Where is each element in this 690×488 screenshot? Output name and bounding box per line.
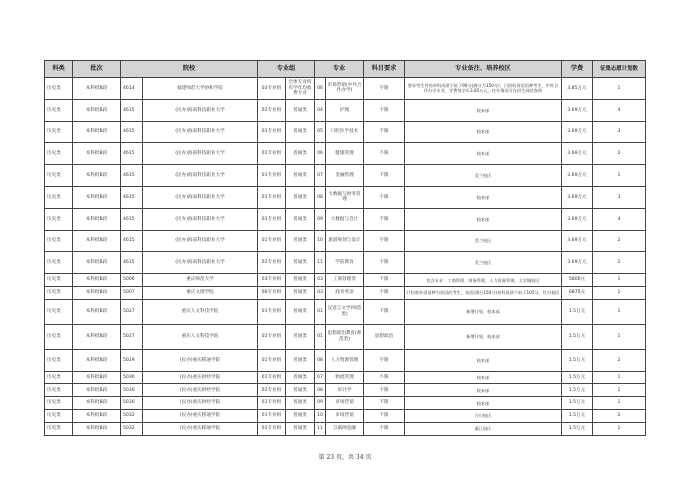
cell-group: 01专业组 [258, 371, 286, 384]
cell-college-code: 4615 [121, 252, 143, 274]
cell-group-note: 普通类 [286, 349, 315, 371]
cell-college-code: 5030 [121, 371, 143, 384]
cell-tuition: 1.5万元 [562, 324, 593, 349]
table-row [45, 299, 646, 324]
page-footer: 第 23 页，共 34 页 [318, 454, 372, 461]
cell-requirement: 不限 [364, 208, 405, 230]
cell-group: 01专业组 [258, 299, 286, 324]
cell-plan: 4 [593, 99, 646, 121]
cell-batch: 本科批B段 [73, 409, 121, 422]
cell-college-code: 5030 [121, 397, 143, 410]
cell-requirement: 不限 [364, 349, 405, 371]
table-row [45, 78, 646, 100]
cell-plan: 3 [593, 186, 646, 208]
cell-college-code: 5029 [121, 349, 143, 371]
cell-major: 市场营销 [326, 409, 364, 422]
cell-requirement: 不限 [364, 230, 405, 252]
cell-major: 市场营销 [326, 397, 364, 410]
cell-subject: 历史类 [45, 371, 73, 384]
cell-college: (民办)海南科技职业大学 [143, 121, 258, 143]
cell-college: (民办)重庆财经学院 [143, 397, 258, 410]
cell-major-no: 09 [315, 397, 326, 410]
cell-major-no: 08 [315, 186, 326, 208]
cell-remark: 合川校区 [405, 409, 562, 422]
cell-group-note: 普通类 [286, 422, 315, 435]
cell-group: 01专业组 [258, 384, 286, 397]
cell-group: 01专业组 [258, 349, 286, 371]
cell-batch: 本科批B段 [73, 299, 121, 324]
header-batch: 批次 [73, 61, 121, 78]
cell-subject: 历史类 [45, 397, 73, 410]
cell-college: (民办)海南科技职业大学 [143, 252, 258, 274]
cell-major-no: 11 [315, 252, 326, 274]
cell-group-note: 普通类 [286, 324, 315, 349]
cell-batch: 本科批B段 [73, 121, 121, 143]
table-row [45, 397, 646, 410]
cell-college: (民办)重庆移通学院 [143, 422, 258, 435]
cell-remark: 包含专业：工商管理、财务管理、人力资源管理，大学城校区 [405, 274, 562, 287]
cell-tuition: 1.5万元 [562, 397, 593, 410]
cell-batch: 本科批B段 [73, 349, 121, 371]
cell-group: 01专业组 [258, 165, 286, 187]
enrollment-table [44, 60, 646, 436]
cell-college: (民办)重庆财经学院 [143, 384, 258, 397]
cell-college-code: 5006 [121, 274, 143, 287]
cell-batch: 本科批B段 [73, 186, 121, 208]
cell-group: 01专业组 [258, 121, 286, 143]
header-remark: 专业备注、培养校区 [405, 61, 562, 78]
cell-subject: 历史类 [45, 99, 73, 121]
cell-group-note: 普通类 [286, 252, 315, 274]
cell-college-code: 5032 [121, 422, 143, 435]
cell-major-no: 05 [315, 121, 326, 143]
cell-tuition: 1.5万元 [562, 299, 593, 324]
cell-major-no: 08 [315, 384, 326, 397]
cell-major: 工商管理类 [326, 274, 364, 287]
table-row [45, 349, 646, 371]
cell-college: 重庆文理学院 [143, 286, 258, 299]
cell-college-code: 5007 [121, 286, 143, 299]
cell-plan: 1 [593, 397, 646, 410]
cell-plan: 1 [593, 286, 646, 299]
cell-subject: 历史类 [45, 286, 73, 299]
cell-subject: 历史类 [45, 121, 73, 143]
cell-tuition: 1.5万元 [562, 371, 593, 384]
cell-tuition: 1.5万元 [562, 349, 593, 371]
cell-subject: 历史类 [45, 349, 73, 371]
cell-college-code: 5027 [121, 324, 143, 349]
cell-major-no: 06 [315, 143, 326, 165]
cell-major-no: 10 [315, 409, 326, 422]
cell-major: 互联网金融 [326, 422, 364, 435]
header-major: 专业 [315, 61, 364, 78]
cell-plan: 1 [593, 324, 646, 349]
cell-tuition: 3.69万元 [562, 143, 593, 165]
cell-college-code: 4614 [121, 78, 143, 100]
cell-group-note: 普通类 [286, 384, 315, 397]
cell-major: 口腔医学技术 [326, 121, 364, 143]
cell-remark: 綦江校区 [405, 422, 562, 435]
cell-college-code: 4615 [121, 165, 143, 187]
cell-group-note: 普通类 [286, 99, 315, 121]
cell-subject: 历史类 [45, 252, 73, 274]
cell-subject: 历史类 [45, 165, 73, 187]
cell-major-no: 03 [315, 274, 326, 287]
header-college: 院校 [121, 61, 258, 78]
cell-group: 01专业组 [258, 409, 286, 422]
cell-group-note: 普通类 [286, 274, 315, 287]
table-row [45, 384, 646, 397]
cell-plan: 1 [593, 78, 646, 100]
cell-batch: 本科批B段 [73, 371, 121, 384]
cell-remark: 美兰校区 [405, 165, 562, 187]
header-requirement: 科目要求 [364, 61, 405, 78]
cell-major: 市场营销(中外合作办学) [326, 78, 364, 100]
cell-subject: 历史类 [45, 299, 73, 324]
cell-subject: 历史类 [45, 324, 73, 349]
header-plan: 征集志愿计划数 [593, 61, 646, 78]
cell-subject: 历史类 [45, 422, 73, 435]
table-row [45, 422, 646, 435]
cell-group: 01专业组 [258, 99, 286, 121]
cell-group-note: 普通类 [286, 299, 315, 324]
cell-plan: 2 [593, 409, 646, 422]
cell-batch: 本科批B段 [73, 78, 121, 100]
table-row [45, 165, 646, 187]
cell-college: (民办)海南科技职业大学 [143, 208, 258, 230]
cell-college: (民办)海南科技职业大学 [143, 186, 258, 208]
cell-group: 01专业组 [258, 186, 286, 208]
cell-subject: 历史类 [45, 78, 73, 100]
cell-requirement: 不限 [364, 252, 405, 274]
cell-plan: 1 [593, 274, 646, 287]
cell-remark: 新增计划，校本部 [405, 324, 562, 349]
cell-requirement: 不限 [364, 165, 405, 187]
cell-group: 01专业组 [258, 252, 286, 274]
cell-batch: 本科批B段 [73, 230, 121, 252]
cell-major: 金融管理 [326, 165, 364, 187]
cell-major-no: 06 [315, 78, 326, 100]
cell-college-code: 4615 [121, 186, 143, 208]
table-row [45, 324, 646, 349]
cell-plan: 3 [593, 121, 646, 143]
cell-college: (民办)海南科技职业大学 [143, 143, 258, 165]
cell-requirement: 不限 [364, 143, 405, 165]
cell-college: (民办)海南科技职业大学 [143, 230, 258, 252]
cell-batch: 本科批B段 [73, 208, 121, 230]
cell-batch: 本科批B段 [73, 165, 121, 187]
cell-college-code: 4615 [121, 230, 143, 252]
cell-major-no: 11 [315, 422, 326, 435]
cell-group: 01专业组 [258, 208, 286, 230]
cell-major: 学前教育 [326, 252, 364, 274]
cell-batch: 本科批B段 [73, 384, 121, 397]
cell-group-note: 全体专业所有学年均收费专业 [286, 78, 315, 100]
cell-tuition: 1.5万元 [562, 384, 593, 397]
cell-group-note: 普通类 [286, 186, 315, 208]
cell-group: 02专业组 [258, 324, 286, 349]
cell-tuition: 3.69万元 [562, 165, 593, 187]
cell-subject: 历史类 [45, 208, 73, 230]
cell-group: 01专业组 [258, 230, 286, 252]
cell-plan: 1 [593, 299, 646, 324]
cell-college: (民办)重庆移通学院 [143, 349, 258, 371]
cell-group-note: 普通类 [286, 208, 315, 230]
cell-plan: 1 [593, 165, 646, 187]
cell-remark: 校本部 [405, 121, 562, 143]
table-body [45, 78, 646, 436]
cell-college-code: 4615 [121, 143, 143, 165]
cell-remark: 只招收外语语种为英语的考生，英语(满分150分)单科成绩不低于105分，红河校区 [405, 286, 562, 299]
cell-college: 福建师范大学协和学院 [143, 78, 258, 100]
cell-plan: 2 [593, 143, 646, 165]
cell-requirement: 不限 [364, 286, 405, 299]
cell-college-code: 4615 [121, 208, 143, 230]
cell-requirement: 不限 [364, 274, 405, 287]
table-row [45, 252, 646, 274]
cell-major-no: 01 [315, 299, 326, 324]
cell-group-note: 普通类 [286, 397, 315, 410]
cell-college-code: 5032 [121, 409, 143, 422]
table-row [45, 230, 646, 252]
cell-requirement: 不限 [364, 299, 405, 324]
cell-group-note: 普通类 [286, 121, 315, 143]
cell-tuition: 3.85万元 [562, 78, 593, 100]
cell-tuition: 3.69万元 [562, 99, 593, 121]
table-row [45, 208, 646, 230]
cell-remark: 校本部 [405, 186, 562, 208]
cell-major: 审计学 [326, 384, 364, 397]
cell-tuition: 1.5万元 [562, 422, 593, 435]
cell-plan: 2 [593, 252, 646, 274]
header-tuition: 学费 [562, 61, 593, 78]
cell-remark: 校本部 [405, 397, 562, 410]
cell-remark: 新增计划，校本部 [405, 299, 562, 324]
cell-requirement: 不限 [364, 99, 405, 121]
cell-college: 重庆人文科技学院 [143, 299, 258, 324]
cell-tuition: 5800元 [562, 274, 593, 287]
cell-major: 人力资源管理 [326, 349, 364, 371]
cell-group-note: 普通类 [286, 371, 315, 384]
cell-tuition: 3.69万元 [562, 186, 593, 208]
cell-subject: 历史类 [45, 230, 73, 252]
cell-major-no: 07 [315, 371, 326, 384]
cell-major-no: 07 [315, 165, 326, 187]
cell-major-no: 09 [315, 208, 326, 230]
cell-major: 思想政治教育(师范类) [326, 324, 364, 349]
cell-requirement: 不限 [364, 384, 405, 397]
table-row [45, 286, 646, 299]
cell-subject: 历史类 [45, 409, 73, 422]
cell-major: 健康管理 [326, 143, 364, 165]
cell-remark: 校本部 [405, 143, 562, 165]
cell-plan: 2 [593, 230, 646, 252]
cell-subject: 历史类 [45, 274, 73, 287]
cell-remark: 美兰校区 [405, 230, 562, 252]
cell-group: 03专业组 [258, 78, 286, 100]
cell-group-note: 普通类 [286, 286, 315, 299]
cell-tuition: 3.69万元 [562, 208, 593, 230]
cell-subject: 历史类 [45, 186, 73, 208]
cell-tuition: 3.69万元 [562, 121, 593, 143]
cell-major-no: 10 [315, 230, 326, 252]
cell-college: (民办)海南科技职业大学 [143, 99, 258, 121]
cell-requirement: 不限 [364, 78, 405, 100]
cell-major: 大数据与财务管理 [326, 186, 364, 208]
cell-remark: 校本部 [405, 371, 562, 384]
cell-major-no: 01 [315, 324, 326, 349]
cell-major: 物流管理 [326, 371, 364, 384]
cell-requirement: 不限 [364, 186, 405, 208]
header-subject: 科类 [45, 61, 73, 78]
cell-major: 汉语言文学(师范类) [326, 299, 364, 324]
cell-college-code: 4615 [121, 121, 143, 143]
header-group: 专业组 [258, 61, 315, 78]
cell-batch: 本科批B段 [73, 143, 121, 165]
cell-group-note: 普通类 [286, 230, 315, 252]
table-row [45, 99, 646, 121]
cell-group: 01专业组 [258, 397, 286, 410]
cell-batch: 本科批B段 [73, 397, 121, 410]
cell-remark: 校本部 [405, 384, 562, 397]
cell-remark: 美兰校区 [405, 252, 562, 274]
cell-group-note: 普通类 [286, 409, 315, 422]
cell-requirement: 不限 [364, 121, 405, 143]
cell-group: 06专业组 [258, 286, 286, 299]
cell-requirement: 不限 [364, 409, 405, 422]
cell-major: 大数据与会计 [326, 208, 364, 230]
table-row [45, 121, 646, 143]
cell-tuition: 3.69万元 [562, 230, 593, 252]
cell-batch: 本科批B段 [73, 324, 121, 349]
cell-remark: 校本部 [405, 99, 562, 121]
cell-plan: 4 [593, 208, 646, 230]
cell-requirement: 思想政治 [364, 324, 405, 349]
cell-college: (民办)重庆财经学院 [143, 371, 258, 384]
cell-requirement: 不限 [364, 397, 405, 410]
cell-plan: 1 [593, 371, 646, 384]
table-row [45, 371, 646, 384]
cell-plan: 1 [593, 384, 646, 397]
cell-requirement: 不限 [364, 422, 405, 435]
cell-tuition: 1.5万元 [562, 409, 593, 422]
cell-plan: 1 [593, 422, 646, 435]
cell-college: 重庆师范大学 [143, 274, 258, 287]
cell-plan: 2 [593, 349, 646, 371]
cell-college-code: 4615 [121, 99, 143, 121]
cell-major-no: 08 [315, 349, 326, 371]
table-row [45, 409, 646, 422]
cell-group: 01专业组 [258, 143, 286, 165]
cell-college: (民办)重庆移通学院 [143, 409, 258, 422]
cell-subject: 历史类 [45, 143, 73, 165]
cell-group-note: 普通类 [286, 143, 315, 165]
cell-batch: 本科批B段 [73, 422, 121, 435]
cell-requirement: 不限 [364, 371, 405, 384]
cell-batch: 本科批B段 [73, 252, 121, 274]
table-row [45, 143, 646, 165]
cell-remark: 要求考生外语单科成绩不低于90分(满分为150分)，只招收英语语种考生，中外合作办学专业，学费每学年3.85万元，往年情况可在招生网站查询 [405, 78, 562, 100]
cell-college: 重庆人文科技学院 [143, 324, 258, 349]
cell-major: 旅游规划与设计 [326, 230, 364, 252]
cell-college: (民办)海南科技职业大学 [143, 165, 258, 187]
cell-major-no: 04 [315, 99, 326, 121]
cell-subject: 历史类 [45, 384, 73, 397]
table-row [45, 274, 646, 287]
cell-major: 商务英语 [326, 286, 364, 299]
cell-group: 03专业组 [258, 274, 286, 287]
cell-tuition: 6875元 [562, 286, 593, 299]
cell-batch: 本科批B段 [73, 99, 121, 121]
cell-tuition: 3.69万元 [562, 252, 593, 274]
cell-major-no: 03 [315, 286, 326, 299]
cell-group-note: 普通类 [286, 165, 315, 187]
table-row [45, 186, 646, 208]
cell-college-code: 5030 [121, 384, 143, 397]
cell-remark: 校本部 [405, 208, 562, 230]
cell-major: 护理 [326, 99, 364, 121]
header-row [45, 61, 646, 78]
cell-batch: 本科批B段 [73, 274, 121, 287]
cell-batch: 本科批B段 [73, 286, 121, 299]
cell-remark: 校本部 [405, 349, 562, 371]
cell-group: 01专业组 [258, 422, 286, 435]
cell-college-code: 5027 [121, 299, 143, 324]
